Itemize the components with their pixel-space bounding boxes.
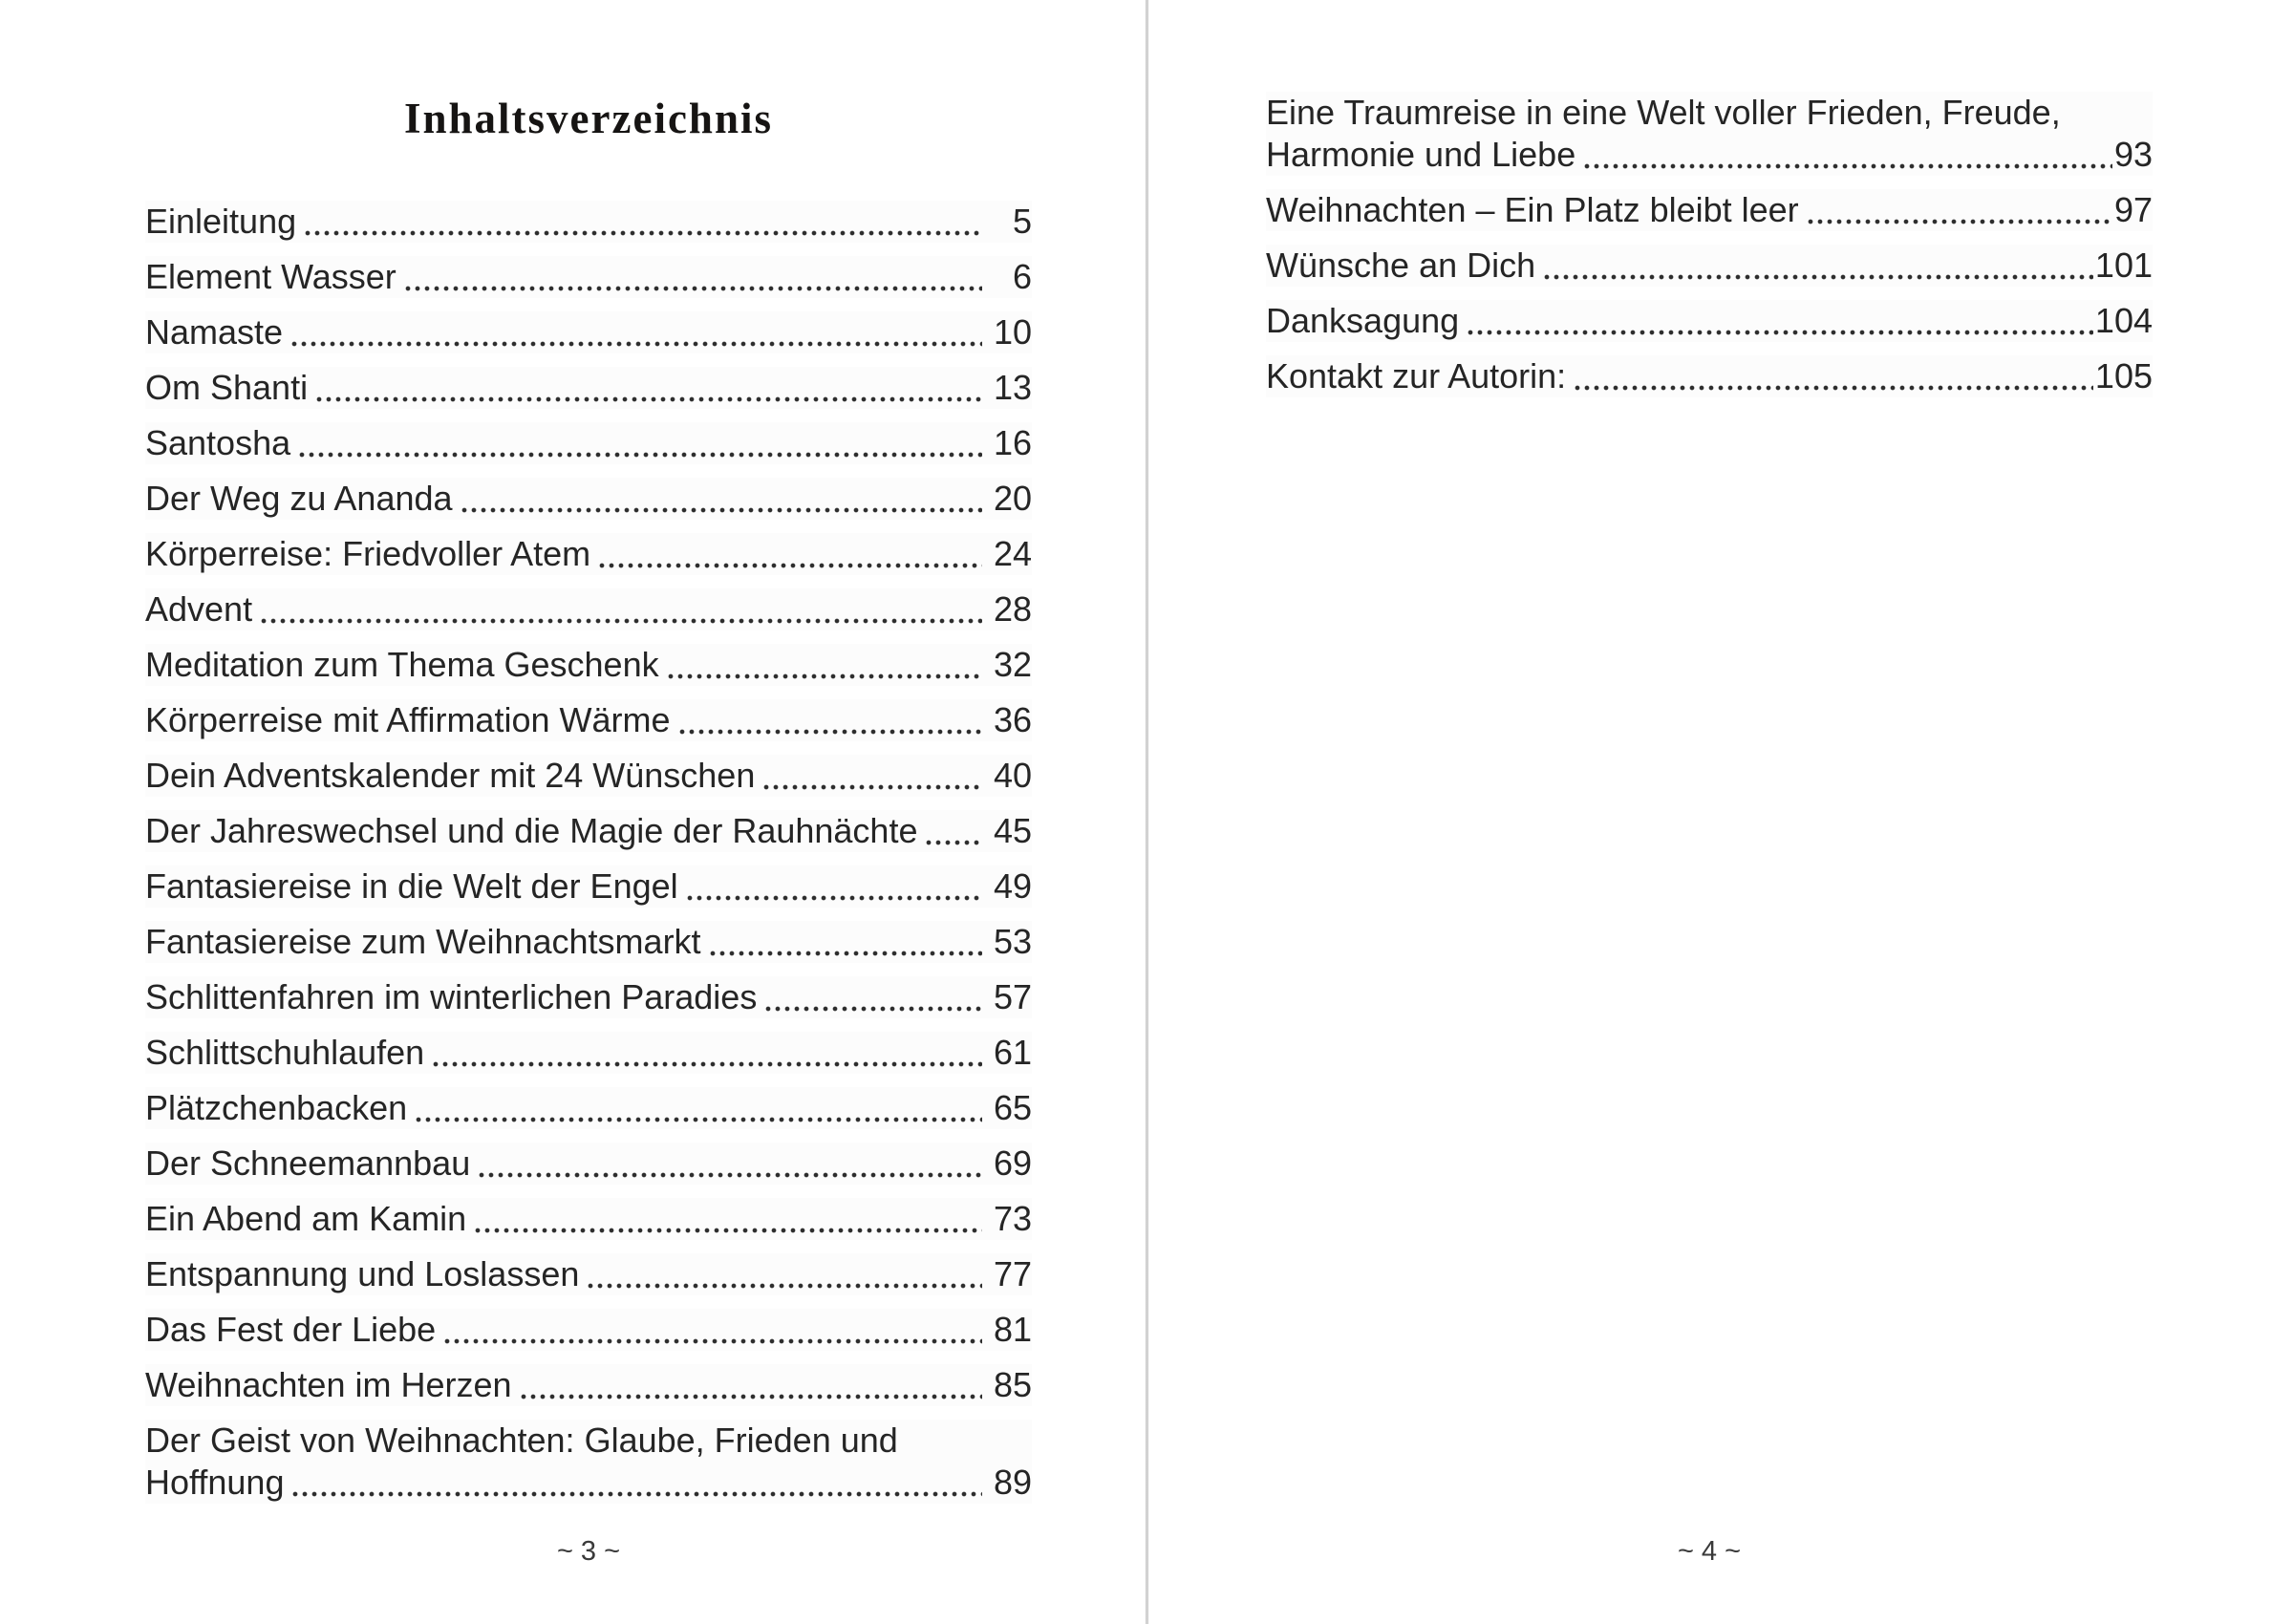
toc-entry [145,1420,1032,1504]
toc-entry-page-number: 57 [993,977,1032,1016]
toc-entry-label: Kontakt zur Autorin: [1266,356,1567,395]
toc-entry-label-continuation: Harmonie und Liebe [1266,135,1576,174]
toc-entry-page-number: 101 [2094,246,2153,285]
page-divider-line [1146,0,1148,1624]
toc-entry-label: Schlittenfahren im winterlichen Paradies [145,977,758,1016]
dot-leader [1542,245,2093,287]
toc-entry-page-number: 24 [993,534,1032,573]
page-number-footer-left: ~ 3 ~ [556,1536,621,1567]
toc-entry [145,1309,1032,1351]
dot-leader [1573,355,2093,397]
toc-entry-label: Eine Traumreise in eine Welt voller Frieden, Freude, [1266,93,2061,132]
toc-title: Inhaltsverzeichnis [403,95,773,142]
dot-leader [442,1309,982,1351]
toc-entry-label: Plätzchenbacken [145,1088,408,1127]
dot-leader [519,1364,982,1406]
toc-entry-page-number: 36 [993,700,1032,739]
dot-leader [763,976,982,1018]
toc-entry-label: Santosha [145,423,291,462]
toc-entry-page-number: 13 [993,368,1032,407]
toc-entry-label: Entspannung und Loslassen [145,1254,580,1293]
toc-entry-page-number: 93 [2113,135,2153,174]
toc-entries-right [1266,92,2153,411]
dot-leader [666,644,982,686]
toc-entry [1266,355,2153,397]
dot-leader [1806,189,2112,231]
dot-leader [259,588,982,630]
toc-entry-label: Der Jahreswechsel und die Magie der Rauhnächte [145,811,918,850]
toc-entry-page-number: 5 [1012,202,1032,241]
toc-entry-label: Das Fest der Liebe [145,1310,437,1349]
toc-entry [1266,189,2153,231]
toc-entry [145,256,1032,298]
toc-entry [145,201,1032,243]
toc-entry-page-number: 69 [993,1143,1032,1183]
toc-entry [145,865,1032,908]
toc-entry-page-number: 10 [993,312,1032,352]
toc-entry [145,644,1032,686]
toc-entry-label: Körperreise mit Affirmation Wärme [145,700,671,739]
dot-leader [460,478,982,520]
toc-entry-page-number: 20 [993,479,1032,518]
toc-entry-label: Schlittschuhlaufen [145,1033,425,1072]
toc-entry-label: Der Weg zu Ananda [145,479,453,518]
toc-entry-page-number: 28 [993,589,1032,629]
toc-entry-page-number: 6 [1012,257,1032,296]
toc-entry-label: Advent [145,589,253,629]
toc-entry-page-number: 105 [2094,356,2153,395]
toc-entry-label-continuation: Hoffnung [145,1463,285,1502]
toc-entry [145,588,1032,630]
toc-entry [1266,245,2153,287]
toc-entry-page-number: 61 [993,1033,1032,1072]
toc-entry [145,1364,1032,1406]
toc-entry-label: Meditation zum Thema Geschenk [145,645,659,684]
toc-entry [145,755,1032,797]
toc-entry-page-number: 81 [993,1310,1032,1349]
toc-entry [145,533,1032,575]
toc-entry-label: Weihnachten im Herzen [145,1365,512,1404]
toc-entry-page-number: 49 [993,866,1032,906]
toc-entry-page-number: 73 [993,1199,1032,1238]
toc-entry [1266,92,2153,176]
toc-entry-page-number: 65 [993,1088,1032,1127]
dot-leader [924,810,982,852]
dot-leader [414,1087,982,1129]
toc-entry-label: Der Schneemannbau [145,1143,471,1183]
dot-leader [303,201,982,243]
toc-entry-label: Fantasiereise zum Weihnachtsmarkt [145,922,701,961]
dot-leader [597,533,982,575]
toc-entry [145,478,1032,520]
toc-entry-page-number: 104 [2094,301,2153,340]
dot-leader [586,1253,982,1295]
toc-page-left [145,0,1032,1624]
toc-entry-label: Dein Adventskalender mit 24 Wünschen [145,756,756,795]
toc-entry-page-number: 53 [993,922,1032,961]
toc-entry [145,1198,1032,1240]
toc-entry-label: Namaste [145,312,284,352]
dot-leader [1466,300,2093,342]
toc-entry [145,367,1032,409]
dot-leader [677,699,983,741]
toc-entry-label: Om Shanti [145,368,309,407]
toc-entry [145,1143,1032,1185]
toc-entry-label: Ein Abend am Kamin [145,1199,467,1238]
toc-entry-page-number: 40 [993,756,1032,795]
toc-entry [145,422,1032,464]
toc-entry-page-number: 89 [993,1463,1032,1502]
toc-entry [145,1087,1032,1129]
dot-leader [431,1032,982,1074]
toc-entry-page-number: 16 [993,423,1032,462]
toc-page-right [1266,0,2153,1624]
toc-entry-label: Einleitung [145,202,297,241]
toc-entry-label: Wünsche an Dich [1266,246,1536,285]
toc-entry-page-number: 32 [993,645,1032,684]
page-number-footer-right: ~ 4 ~ [1677,1536,1742,1567]
toc-entries-left [145,201,1032,1517]
toc-entry-label: Der Geist von Weihnachten: Glaube, Frieden und [145,1421,898,1460]
dot-leader [403,256,982,298]
toc-entry [145,699,1032,741]
toc-entry-page-number: 45 [993,811,1032,850]
dot-leader [477,1143,982,1185]
toc-entry-label: Fantasiereise in die Welt der Engel [145,866,678,906]
dot-leader [314,367,982,409]
dot-leader [761,755,982,797]
toc-entry-page-number: 97 [2113,190,2153,229]
toc-entry-page-number: 85 [993,1365,1032,1404]
dot-leader [708,921,982,963]
dot-leader [685,865,982,908]
toc-entry [1266,300,2153,342]
dot-leader [290,1462,982,1504]
toc-entry [145,1032,1032,1074]
dot-leader [297,422,982,464]
toc-entry-label: Weihnachten – Ein Platz bleibt leer [1266,190,1799,229]
toc-entry [145,921,1032,963]
toc-entry-label: Element Wasser [145,257,396,296]
dot-leader [1582,134,2112,176]
toc-entry [145,311,1032,353]
toc-entry-page-number: 77 [993,1254,1032,1293]
toc-entry [145,1253,1032,1295]
toc-entry [145,976,1032,1018]
toc-entry-label: Körperreise: Friedvoller Atem [145,534,591,573]
dot-leader [289,311,982,353]
dot-leader [473,1198,982,1240]
toc-entry-label: Danksagung [1266,301,1460,340]
toc-entry [145,810,1032,852]
